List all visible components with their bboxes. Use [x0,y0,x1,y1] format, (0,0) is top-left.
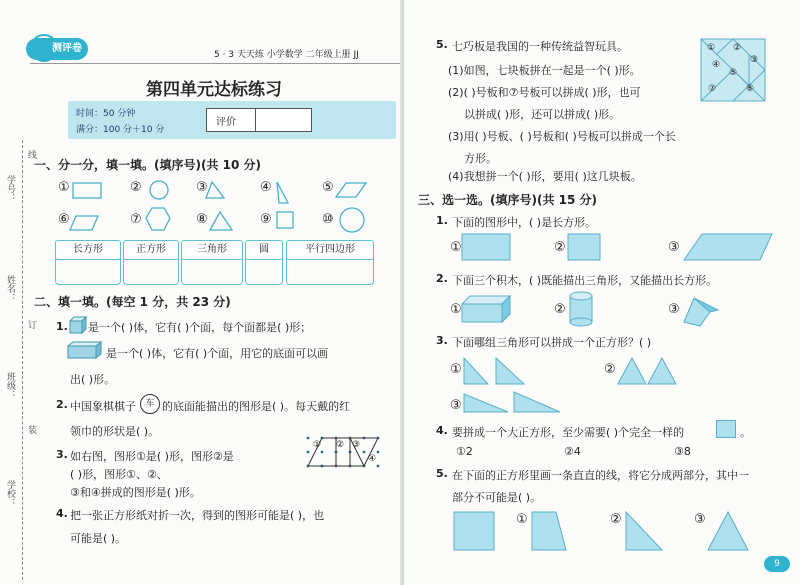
section-2-title: 二、填一填。(每空 1 分，共 23 分) [34,295,231,309]
s3-q2-number: 2. [436,272,448,285]
header-rule [30,63,400,64]
s3-q5-text-b: 部分不可能是( )。 [452,491,542,504]
score-info: 满分：100 分＋10 分 [76,125,165,135]
shape-hexagon-7 [146,208,170,230]
shape-circle-2 [150,181,168,199]
shape-rectangle-1 [73,183,101,198]
label-parallelogram: 平行四边形 [286,240,374,260]
s3-q1-shapes [404,232,800,264]
q5-square [454,512,494,550]
grid-num-1: ① [313,440,322,450]
s3-q4-opt1[interactable]: ①2 [456,445,473,458]
q5-opt1-trapezoid [532,512,566,550]
shape-triangle-4 [277,182,288,203]
answer-rectangle[interactable] [55,258,121,285]
q5-part-2a: (2)( )号板和⑦号板可以拼成( )形，也可 [448,86,641,99]
s2-q3-text-c: ③和④拼成的图形是( )形。 [70,486,201,499]
s3-q2-text: 下面三个积木，( )既能描出三角形，又能描出长方形。 [452,274,718,287]
shape-num-7: ⑦ [130,212,142,227]
shape-num-1: ① [58,180,70,195]
tangram-7: ⑦ [708,84,717,94]
s2-q2-text-b: 的底面能描出的图形是( )。每天戴的红 [162,400,351,413]
s3-q2-blocks [404,290,800,328]
tangram-6: ⑥ [746,84,755,94]
section-1-shapes [0,170,400,240]
test-badge: 测评卷 [26,38,88,60]
shape-num-2: ② [130,180,142,195]
shape-square-9 [277,212,293,228]
shape-parallelogram-6 [70,216,98,230]
answer-triangle[interactable] [181,258,243,285]
answer-circle[interactable] [245,258,283,285]
s2-q4-text-a: 把一张正方形纸对折一次，得到的图形可能是( )，也 [70,509,325,522]
s3-q2-opt2[interactable]: ② [554,302,566,317]
q5-part-2b: 以拼成( )形，还可以拼成( )形。 [464,108,621,121]
shape-num-8: ⑧ [196,212,208,227]
s2-q3-text-b: ( )形，图形①、②、 [70,468,168,481]
chess-piece-icon: 车 [140,394,160,414]
shape-parallelogram-5 [336,183,366,197]
s3-q3-opt2[interactable]: ② [604,362,616,377]
s3-q4-number: 4. [436,424,448,437]
s2-q3-text-a: 如右图，图形①是( )形，图形②是 [70,450,234,463]
opt3-parallelogram [684,234,772,260]
s3-q4-period: 。 [740,426,751,439]
q5-part-3b: 方形。 [464,152,497,165]
field-class: 班级： [5,372,15,399]
q5-opt2-right-triangle [626,512,662,550]
opt2-square [568,234,600,260]
page-title: 第四单元达标练习 [146,80,282,100]
s3-q2-opt3[interactable]: ③ [668,302,680,317]
opt1-rectangle [462,234,510,260]
s2-q1-line1: 是一个( )体，它有( )个面，每个面都是( )形； [88,321,312,334]
field-student-no: 学号： [5,175,15,202]
tangram-5: ⑤ [729,68,738,78]
grid-num-4: ④ [368,454,377,464]
line-mark: 线 [26,150,36,159]
s3-q1-text: 下面的图形中，( )是长方形。 [452,216,597,229]
s3-q4-text: 要拼成一个大正方形，至少需要( )个完全一样的 [452,426,685,439]
s3-q1-opt1[interactable]: ① [450,240,462,255]
bind-mark: 订 [26,320,36,329]
s3-q5-opt1[interactable]: ① [516,512,528,527]
label-rectangle: 长方形 [55,240,121,260]
q5-part-3a: (3)用( )号板、( )号板和( )号板可以拼成一个长 [448,130,676,143]
eval-label: 评价 [216,117,236,128]
right-page [404,0,800,585]
s3-q4-opt2[interactable]: ②4 [564,445,581,458]
shape-num-3: ③ [196,180,208,195]
q5-intro: 七巧板是我国的一种传统益智玩具。 [452,40,628,53]
page-number: 9 [764,556,790,572]
q5-part-4: (4)我想拼一个( )形，要用( )这几块板。 [448,170,642,183]
label-circle: 圆 [245,240,283,260]
shape-num-4: ④ [260,180,272,195]
answer-parallelogram[interactable] [286,258,374,285]
tangram-2: ② [733,43,742,53]
field-name: 姓名： [5,275,15,302]
s3-q3-opt1[interactable]: ① [450,362,462,377]
s3-q3-number: 3. [436,334,448,347]
s2-q3-number: 3. [56,448,68,461]
s2-q2-text-a: 中国象棋棋子 [70,400,136,413]
grid-num-2: ② [336,440,345,450]
s3-q3-text: 下面哪组三角形可以拼成一个正方形？( ) [452,336,652,349]
label-triangle: 三角形 [181,240,243,260]
section-3-title: 三、选一选。(填序号)(共 15 分) [418,193,597,207]
s2-q4-text-b: 可能是( )。 [70,532,127,545]
tangram-1: ① [707,43,716,53]
q5-part-1: (1)如图，七块板拼在一起是一个( )形。 [448,64,641,77]
s2-q1-line3: 出( )形。 [70,373,116,386]
s3-q4-opt3[interactable]: ③8 [674,445,691,458]
s3-q2-opt1[interactable]: ① [450,302,462,317]
s3-q5-opt2[interactable]: ② [610,512,622,527]
series-header: 5 · 3 天天练 小学数学 二年级上册 JJ [214,50,359,60]
small-square-icon [716,420,736,438]
shape-num-10: ⑩ [322,212,334,227]
shape-triangle-8 [210,212,232,230]
tangram-3: ③ [750,55,759,65]
s3-q1-opt3[interactable]: ③ [668,240,680,255]
q5-number: 5. [436,38,448,51]
s3-q5-shapes [404,506,800,556]
s3-q3-triangles [404,354,800,418]
shape-triangle-3 [206,182,224,198]
s3-q1-opt2[interactable]: ② [554,240,566,255]
shape-num-5: ⑤ [322,180,334,195]
tangram-4: ④ [712,60,721,70]
answer-square[interactable] [123,258,179,285]
s2-q1-number: 1. [56,320,68,333]
s2-q2-number: 2. [56,398,68,411]
cuboid-icon [66,340,106,360]
grid-figure [302,432,386,474]
grid-num-3: ③ [352,440,361,450]
s2-q4-number: 4. [56,507,68,520]
shape-num-9: ⑨ [260,212,272,227]
staple-mark: 装 [26,425,36,434]
field-school: 学校： [5,480,15,507]
s3-q3-opt3[interactable]: ③ [450,398,462,413]
s3-q1-number: 1. [436,214,448,227]
shape-num-6: ⑥ [58,212,70,227]
shape-circle-10 [340,208,364,232]
s3-q5-text-a: 在下面的正方形里画一条直直的线，将它分成两部分，其中一 [452,469,749,482]
section-1-title: 一、分一分，填一填。(填序号)(共 10 分) [34,158,261,172]
s3-q5-opt3[interactable]: ③ [694,512,706,527]
s2-q1-line2: 是一个( )体，它有( )个面，用它的底面可以画 [106,347,329,360]
s2-q2-text-c: 领巾的形状是( )。 [70,425,160,438]
label-square: 正方形 [123,240,179,260]
q5-opt3-triangle [708,512,748,550]
s3-q5-number: 5. [436,467,448,480]
time-info: 时间：50 分钟 [76,109,136,119]
